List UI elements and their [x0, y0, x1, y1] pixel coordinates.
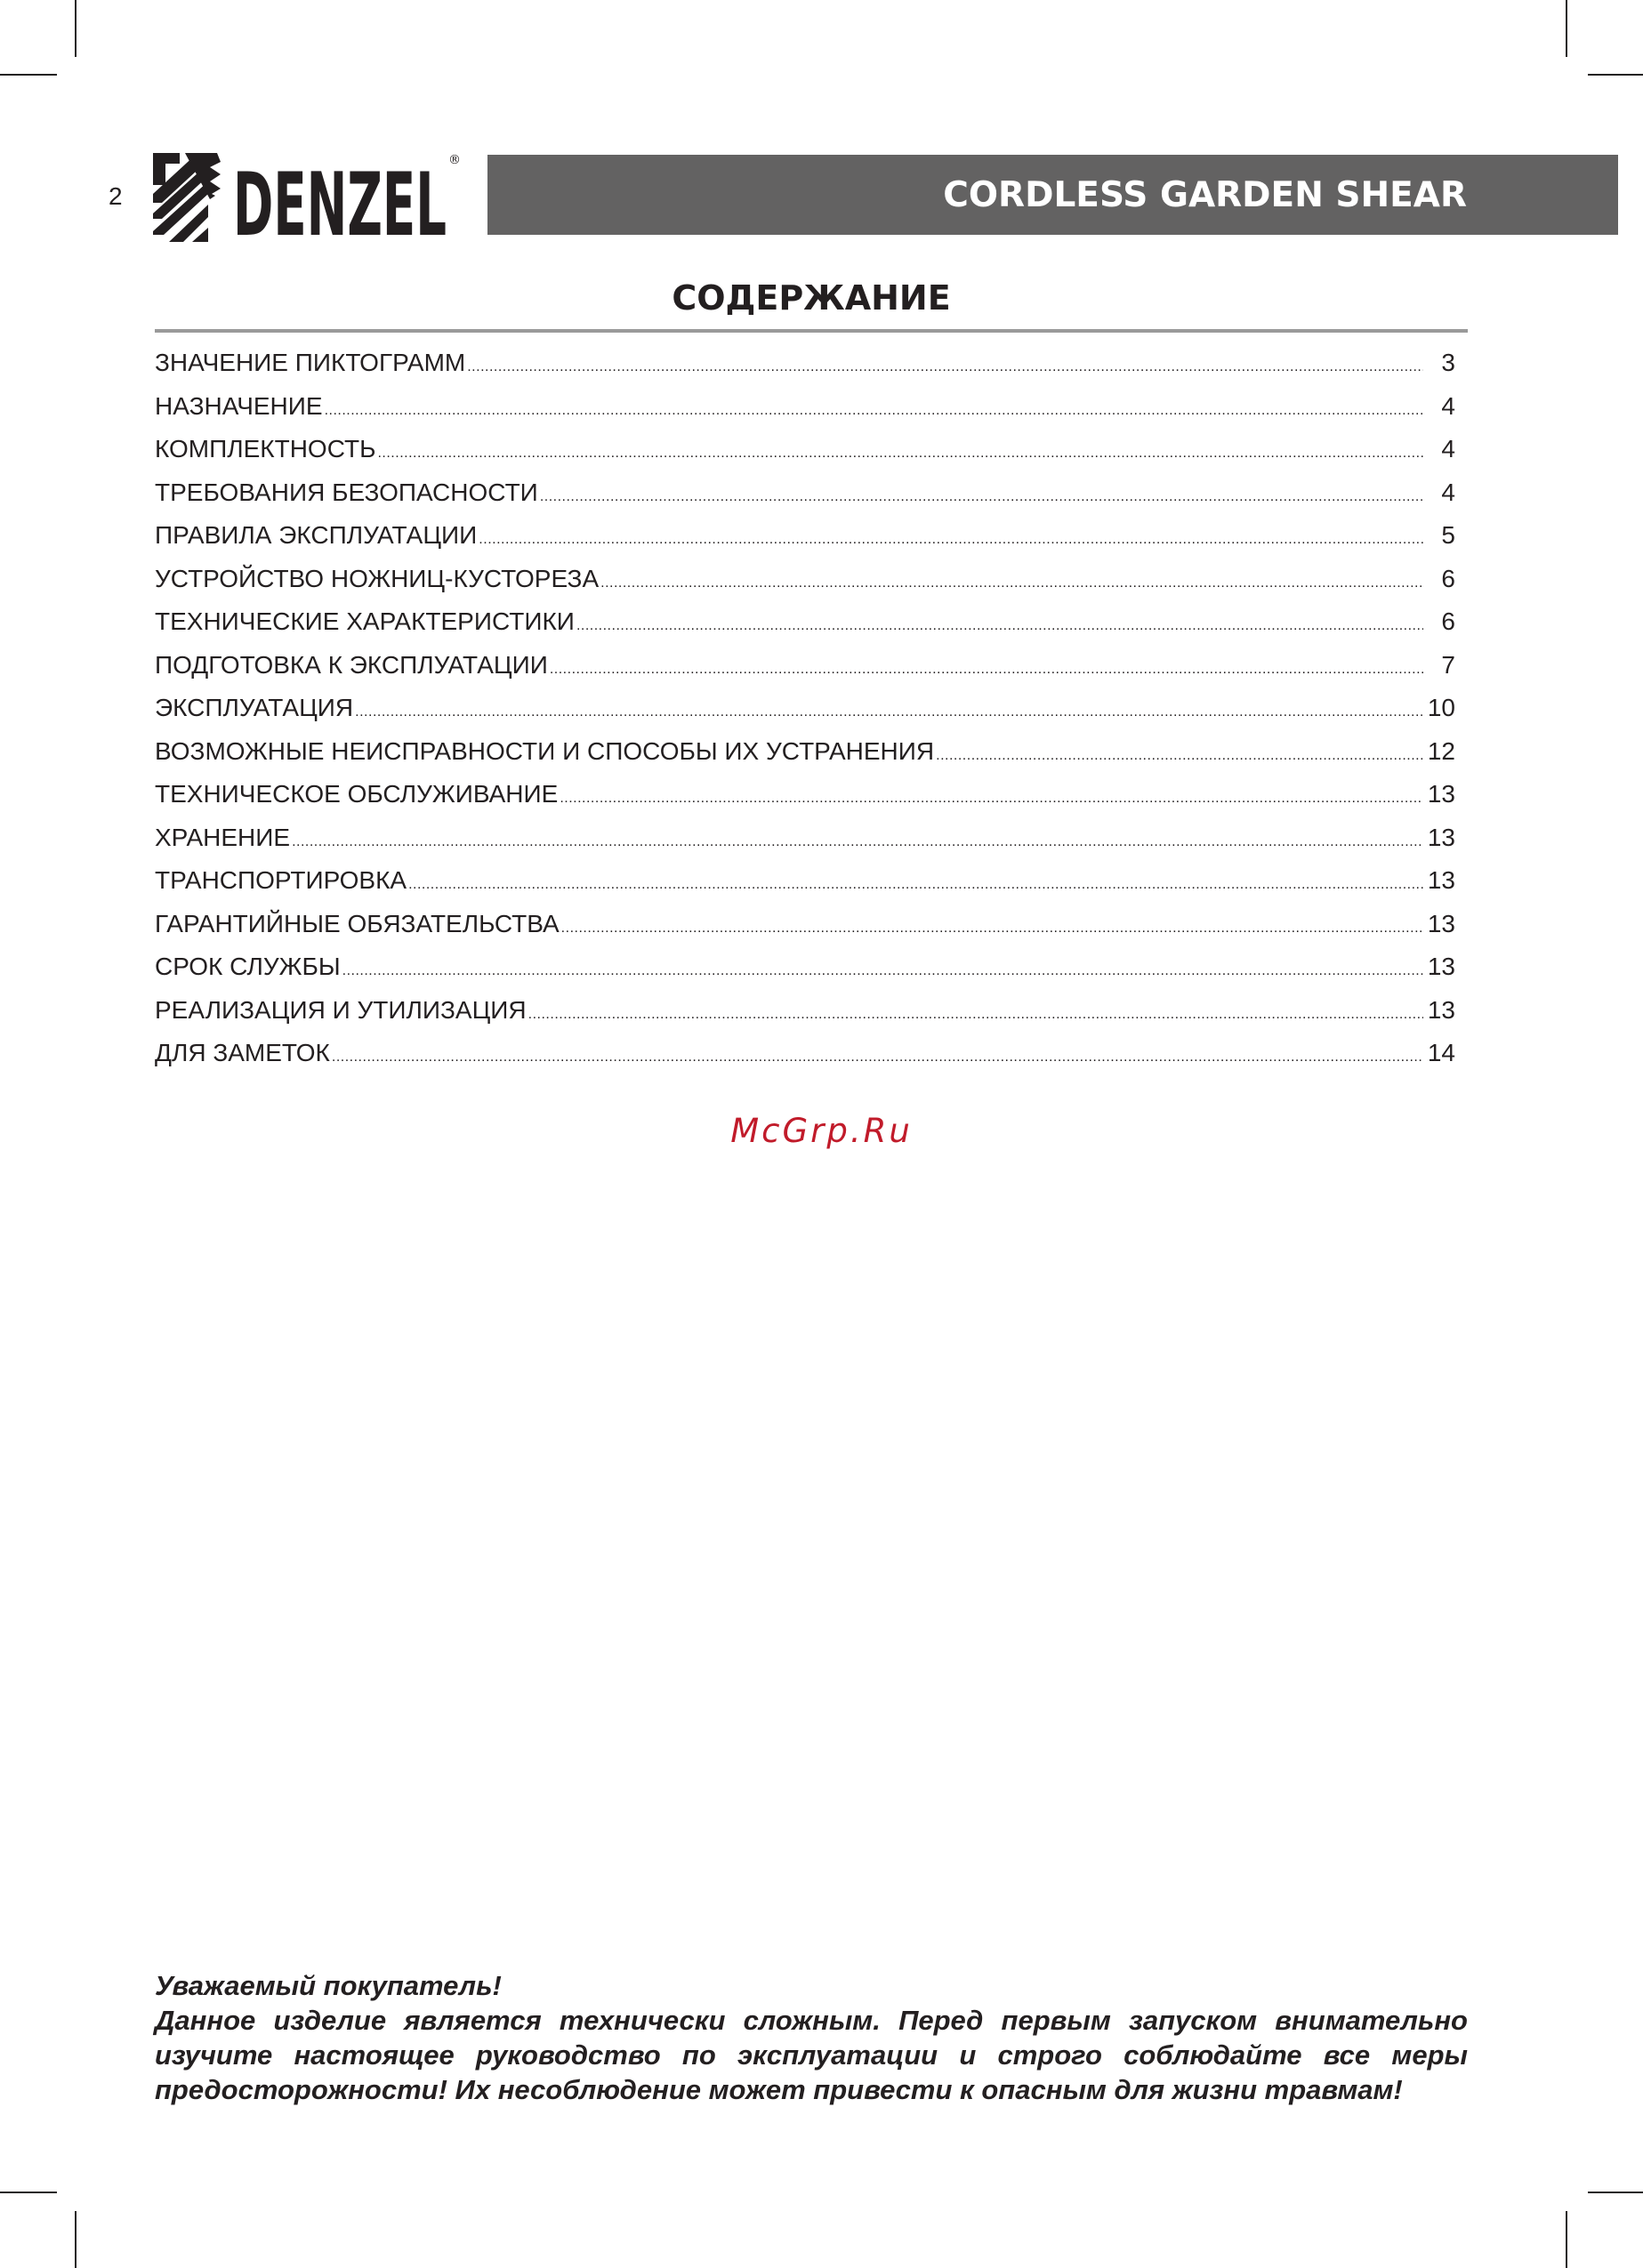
toc-entry-label: УСТРОЙСТВО НОЖНИЦ-КУСТОРЕЗА — [155, 564, 600, 592]
toc-entry[interactable] — [155, 651, 1455, 695]
toc-divider — [155, 329, 1468, 333]
table-of-contents — [155, 349, 1455, 1082]
crop-mark — [75, 0, 77, 57]
toc-entry-label: КОМПЛЕКТНОСТЬ — [155, 435, 376, 462]
toc-entry[interactable] — [155, 607, 1455, 651]
crop-mark — [1588, 74, 1643, 76]
toc-leader — [528, 1007, 1423, 1023]
toc-entry-label: ДЛЯ ЗАМЕТОК — [155, 1039, 330, 1066]
toc-entry-page: 12 — [1427, 736, 1455, 765]
toc-entry-page: 13 — [1427, 909, 1455, 937]
toc-entry-label: ХРАНЕНИЕ — [155, 823, 291, 851]
toc-entry[interactable] — [155, 694, 1455, 737]
toc-entry-label: ТЕХНИЧЕСКИЕ ХАРАКТЕРИСТИКИ — [155, 607, 575, 635]
toc-entry-label: ВОЗМОЖНЫЕ НЕИСПРАВНОСТИ И СПОСОБЫ ИХ УСТРАНЕНИЯ — [155, 736, 935, 765]
toc-entry-label: ТРАНСПОРТИРОВКА — [155, 866, 407, 894]
toc-leader — [292, 834, 1423, 850]
toc-entry-label: ЭКСПЛУАТАЦИЯ — [155, 694, 354, 721]
toc-entry-page: 13 — [1427, 953, 1455, 980]
toc-leader — [325, 403, 1423, 419]
toc-entry-page: 4 — [1441, 478, 1455, 506]
crop-mark — [1566, 0, 1567, 57]
logo-wordmark: DENZEL — [233, 155, 447, 245]
toc-leader — [560, 791, 1423, 807]
crop-mark — [0, 2192, 57, 2193]
toc-entry-page: 14 — [1427, 1039, 1455, 1066]
toc-leader — [550, 662, 1423, 678]
toc-entry[interactable] — [155, 824, 1455, 867]
toc-entry-label: ПОДГОТОВКА К ЭКСПЛУАТАЦИИ — [155, 650, 548, 679]
watermark: McGrp.Ru — [730, 1112, 913, 1150]
toc-leader — [576, 618, 1423, 634]
toc-entry-label: ЗНАЧЕНИЕ ПИКТОГРАММ — [155, 349, 466, 376]
toc-leader — [467, 359, 1423, 375]
toc-leader — [600, 575, 1423, 591]
toc-entry-page: 13 — [1427, 995, 1455, 1024]
crop-mark — [1588, 2192, 1643, 2193]
toc-entry-page: 4 — [1441, 435, 1455, 462]
toc-leader — [561, 921, 1423, 937]
registered-mark: ® — [448, 153, 461, 167]
toc-entry-page: 5 — [1441, 521, 1455, 549]
crop-mark — [0, 74, 57, 76]
header-bar — [487, 155, 1618, 235]
toc-entry[interactable] — [155, 1039, 1455, 1082]
toc-entry[interactable] — [155, 737, 1455, 781]
toc-entry-label: НАЗНАЧЕНИЕ — [155, 391, 323, 420]
toc-entry[interactable] — [155, 479, 1455, 522]
toc-entry-label: СРОК СЛУЖБЫ — [155, 953, 341, 980]
toc-entry-label: ТРЕБОВАНИЯ БЕЗОПАСНОСТИ — [155, 478, 538, 506]
toc-entry[interactable] — [155, 996, 1455, 1040]
toc-entry-page: 6 — [1441, 607, 1455, 635]
toc-entry-label: РЕАЛИЗАЦИЯ И УТИЛИЗАЦИЯ — [155, 995, 527, 1024]
toc-leader — [377, 446, 1423, 462]
toc-entry-page: 7 — [1441, 650, 1455, 679]
toc-entry[interactable] — [155, 392, 1455, 436]
denzel-logo — [153, 149, 461, 245]
toc-entry-page: 3 — [1441, 349, 1455, 376]
toc-entry-label: ГАРАНТИЙНЫЕ ОБЯЗАТЕЛЬСТВА — [155, 909, 560, 937]
notice-body: Данное изделие является технически сложным. Перед первым запуском внимательно изучите настоящее руководство по эксплуатации и строго соблюдайте все меры предосторожности! Их несоблюдение может привести к опасным для жизни травмам! — [155, 2005, 1468, 2105]
crop-mark — [1566, 2211, 1567, 2268]
customer-notice — [155, 1968, 1468, 2107]
page-number: 2 — [109, 182, 123, 210]
toc-entry[interactable] — [155, 521, 1455, 565]
notice-greeting: Уважаемый покупатель! — [155, 1970, 502, 2001]
toc-entry[interactable] — [155, 565, 1455, 608]
toc-entry-page: 13 — [1427, 866, 1455, 894]
toc-leader — [936, 748, 1423, 764]
toc-entry[interactable] — [155, 953, 1455, 996]
toc-leader — [408, 877, 1423, 893]
toc-leader — [342, 963, 1423, 979]
toc-entry-label: ПРАВИЛА ЭКСПЛУАТАЦИИ — [155, 521, 478, 549]
toc-leader — [479, 532, 1423, 548]
toc-entry-page: 10 — [1427, 694, 1455, 721]
toc-entry[interactable] — [155, 780, 1455, 824]
toc-entry[interactable] — [155, 866, 1455, 910]
toc-entry-page: 13 — [1427, 780, 1455, 808]
toc-entry[interactable] — [155, 349, 1455, 392]
toc-entry-page: 13 — [1427, 823, 1455, 851]
toc-entry[interactable] — [155, 435, 1455, 479]
product-title: CORDLESS GARDEN SHEAR — [943, 174, 1467, 215]
toc-entry-page: 4 — [1441, 391, 1455, 420]
toc-leader — [355, 704, 1423, 720]
toc-leader — [540, 489, 1423, 505]
toc-title: СОДЕРЖАНИЕ — [672, 278, 951, 318]
toc-leader — [332, 1050, 1423, 1066]
crop-mark — [75, 2211, 77, 2268]
toc-entry-page: 6 — [1441, 564, 1455, 592]
toc-entry-label: ТЕХНИЧЕСКОЕ ОБСЛУЖИВАНИЕ — [155, 780, 559, 808]
toc-entry[interactable] — [155, 910, 1455, 953]
